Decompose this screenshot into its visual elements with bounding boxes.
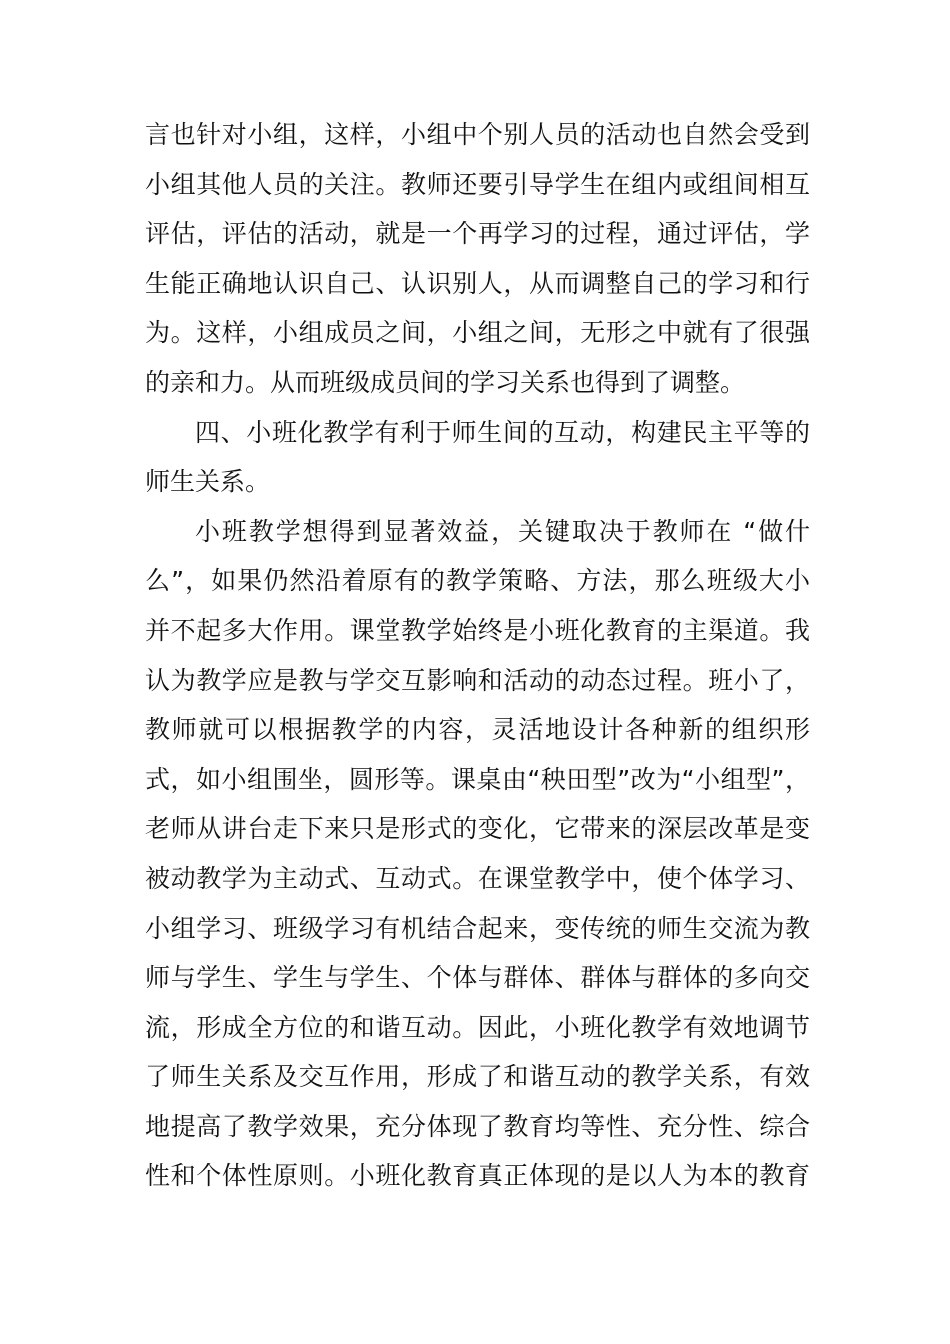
text-line: 师与学生、学生与学生、个体与群体、群体与群体的多向交 bbox=[145, 963, 810, 993]
text-line: 了师生关系及交互作用，形成了和谐互动的教学关系，有效 bbox=[145, 1062, 810, 1092]
text-line: 被动教学为主动式、互动式。在课堂教学中，使个体学习、 bbox=[145, 863, 810, 893]
text-line: 教师就可以根据教学的内容，灵活地设计各种新的组织形 bbox=[145, 715, 810, 745]
text-line: 小班教学想得到显著效益，关键取决于教师在 “做什 bbox=[195, 516, 810, 546]
text-line: 流，形成全方位的和谐互动。因此，小班化教学有效地调节 bbox=[145, 1012, 810, 1042]
text-line: 认为教学应是教与学交互影响和活动的动态过程。班小了， bbox=[145, 665, 810, 695]
document-body bbox=[145, 110, 810, 1201]
section-heading-line: 师生关系。 bbox=[145, 467, 271, 497]
text-line: 性和个体性原则。小班化教育真正体现的是以人为本的教育 bbox=[145, 1161, 810, 1191]
text-line: 小组其他人员的关注。教师还要引导学生在组内或组间相互 bbox=[145, 169, 810, 199]
text-line: 言也针对小组，这样，小组中个别人员的活动也自然会受到 bbox=[145, 120, 810, 149]
text-line: 为。这样，小组成员之间，小组之间，无形之中就有了很强 bbox=[145, 318, 810, 348]
text-line: 的亲和力。从而班级成员间的学习关系也得到了调整。 bbox=[145, 367, 746, 397]
text-line: 生能正确地认识自己、认识别人，从而调整自己的学习和行 bbox=[145, 268, 810, 298]
text-line: 么”，如果仍然沿着原有的教学策略、方法，那么班级大小 bbox=[145, 566, 810, 596]
text-line: 老师从讲台走下来只是形式的变化，它带来的深层改革是变 bbox=[145, 814, 810, 844]
section-heading-line: 四、小班化教学有利于师生间的互动，构建民主平等的 bbox=[195, 417, 810, 447]
text-line: 小组学习、班级学习有机结合起来，变传统的师生交流为教 bbox=[145, 913, 810, 943]
text-line: 评估，评估的活动，就是一个再学习的过程，通过评估，学 bbox=[145, 219, 810, 249]
text-line: 式，如小组围坐，圆形等。课桌由“秧田型”改为“小组型”， bbox=[145, 764, 810, 794]
text-line: 地提高了教学效果，充分体现了教育均等性、充分性、综合 bbox=[145, 1111, 810, 1141]
text-line: 并不起多大作用。课堂教学始终是小班化教育的主渠道。我 bbox=[145, 615, 810, 645]
